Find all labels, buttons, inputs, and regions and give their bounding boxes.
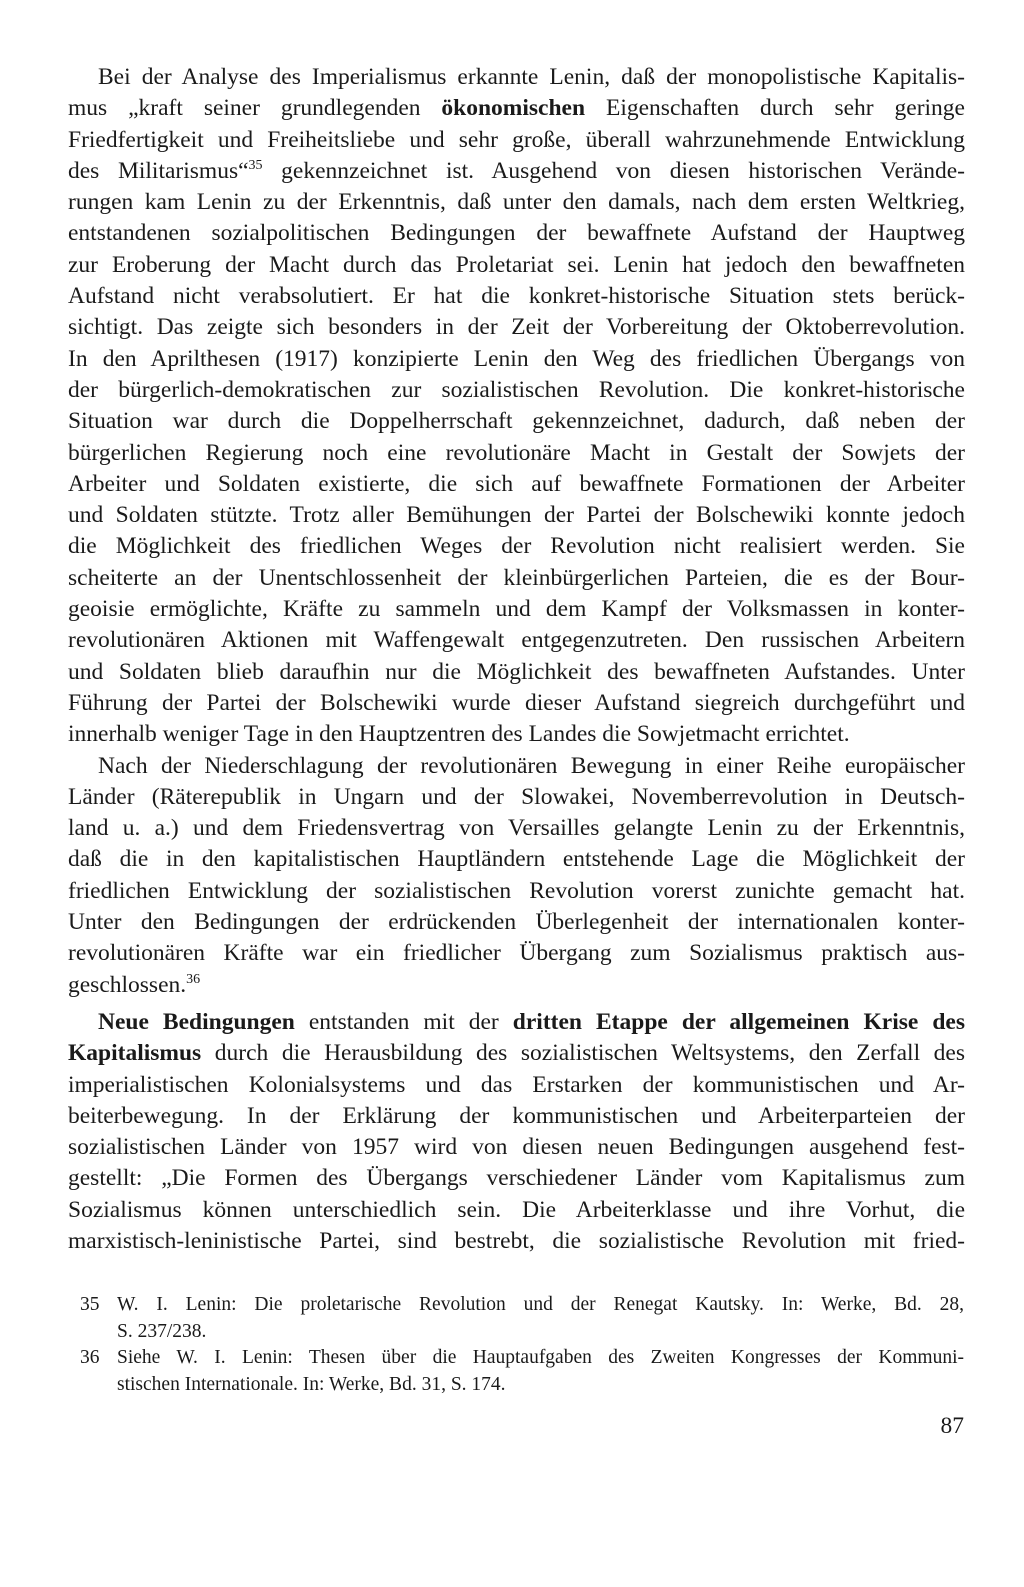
text-line: friedlichen Entwicklung der sozialistischen Revolution vorerst zunichte gemacht hat. [68, 877, 965, 904]
text-line: geoisie ermöglichte, Kräfte zu sammeln und dem Kampf der Volksmassen in konter- [68, 596, 965, 623]
footnote-35 [80, 1292, 964, 1345]
text-line: marxistisch-leninistische Partei, sind bestrebt, die sozialistische Revolution mit fried- [68, 1227, 965, 1254]
text-line: Führung der Partei der Bolschewiki wurde dieser Aufstand siegreich durchgeführt und [68, 689, 965, 716]
text-line: geschlossen.$^{36}$ [68, 971, 201, 998]
text-line: land u. a.) und dem Friedensvertrag von Versailles gelangte Lenin zu der Erkenntnis, [68, 815, 965, 842]
text-line: Unter den Bedingungen der erdrückenden Überlegenheit der internationalen konter- [68, 909, 965, 936]
text-line: Neue Bedingungen entstanden mit der dritten Etappe der allgemeinen Krise des [98, 1008, 965, 1035]
footnote-ref-36: 36 [186, 971, 201, 987]
footnote-36 [80, 1345, 964, 1398]
text-line: die Möglichkeit des friedlichen Weges der Revolution nicht realisiert werden. Sie [68, 533, 965, 560]
text-line: gestellt: „Die Formen des Übergangs verschiedener Länder vom Kapitalismus zum [68, 1165, 965, 1192]
text-line: Kapitalismus durch die Herausbildung des sozialistischen Weltsystems, den Zerfall des [68, 1040, 965, 1067]
text-line: sichtigt. Das zeigte sich besonders in der Zeit der Vorbereitung der Oktoberrevolution. [68, 314, 965, 341]
text-line: der bürgerlich-demokratischen zur sozialistischen Revolution. Die konkret-historische [68, 376, 965, 403]
text-line: revolutionären Aktionen mit Waffengewalt entgegenzutreten. Den russischen Arbeitern [68, 627, 965, 654]
footnote-number: 35 [80, 1294, 100, 1315]
text-line: mus „kraft seiner grundlegenden ökonomischen Eigenschaften durch sehr geringe [68, 95, 965, 122]
footnote-line: 36 Siehe W. I. Lenin: Thesen über die Hauptaufgaben des Zweiten Kongresses der Kommuni- [80, 1345, 964, 1372]
text-line: innerhalb weniger Tage in den Hauptzentren des Landes die Sowjetmacht errichtet. [68, 721, 850, 748]
emphasis: ökonomischen [441, 95, 586, 122]
footnote-line: stischen Internationale. In: Werke, Bd. 31, S. 174. [117, 1373, 506, 1395]
text-line: Länder (Räterepublik in Ungarn und der Slowakei, Novemberrevolution in Deutsch- [68, 783, 965, 810]
text-line: bürgerlichen Regierung noch eine revolutionäre Macht in Gestalt der Sowjets der [68, 439, 965, 466]
text-line: beiterbewegung. In der Erklärung der kommunistischen und Arbeiterparteien der [68, 1102, 965, 1129]
footnote-line: S. 237/238. [117, 1320, 207, 1342]
text-line: und Soldaten stützte. Trotz aller Bemühungen der Partei der Bolschewiki konnte jedoch [68, 502, 965, 529]
text-line: scheiterte an der Unentschlossenheit der kleinbürgerlichen Parteien, die es der Bour- [68, 564, 965, 591]
text-line: revolutionären Kräfte war ein friedlicher Übergang zum Sozialismus praktisch aus- [68, 940, 965, 967]
footnote-ref-35: 35 [248, 157, 263, 173]
text-line: Arbeiter und Soldaten existierte, die sich auf bewaffnete Formationen der Arbeiter [68, 470, 965, 497]
text-line: Sozialismus können unterschiedlich sein. Die Arbeiterklasse und ihre Vorhut, die [68, 1196, 965, 1223]
emphasis: dritten Etappe der allgemeinen Krise des [512, 1008, 965, 1035]
footnote-line: 35 W. I. Lenin: Die proletarische Revolution und der Renegat Kautsky. In: Werke, Bd. 28, [80, 1292, 964, 1319]
text-line: Friedfertigkeit und Freiheitsliebe und sehr große, überall wahrzunehmende Entwicklung [68, 126, 965, 153]
text-line: entstandenen sozialpolitischen Bedingungen der bewaffnete Aufstand der Hauptweg [68, 220, 965, 247]
emphasis: Neue Bedingungen [98, 1008, 295, 1035]
emphasis: Kapitalismus [68, 1040, 202, 1067]
text-line: In den Aprilthesen (1917) konzipierte Lenin den Weg des friedlichen Übergangs von [68, 345, 965, 372]
footnotes [80, 1292, 964, 1398]
text-line: des Militarismus“$^{35}$ gekennzeichnet ist. Ausgehend von diesen historischen Verände- [68, 157, 965, 184]
text-line: imperialistischen Kolonialsystems und das Erstarken der kommunistischen und Ar- [68, 1071, 965, 1098]
text-line: Situation war durch die Doppelherrschaft gekennzeichnet, dadurch, daß neben der [68, 408, 965, 435]
text-line: Aufstand nicht verabsolutiert. Er hat die konkret-historische Situation stets berück- [68, 283, 965, 310]
text-line: und Soldaten blieb daraufhin nur die Möglichkeit des bewaffneten Aufstandes. Unter [68, 658, 965, 685]
footnote-number: 36 [80, 1347, 100, 1368]
main-text [68, 62, 965, 1257]
paragraph-2 [68, 751, 965, 1001]
text-line: sozialistischen Länder von 1957 wird von diesen neuen Bedingungen ausgehend fest- [68, 1134, 965, 1161]
text-line: zur Eroberung der Macht durch das Proletariat sei. Lenin hat jedoch den bewaffneten [68, 251, 965, 278]
page-number: 87 [940, 1413, 964, 1439]
text-line: rungen kam Lenin zu der Erkenntnis, daß unter den damals, nach dem ersten Weltkrieg, [68, 189, 965, 216]
text-line: Bei der Analyse des Imperialismus erkannte Lenin, daß der monopolistische Kapitalis- [98, 64, 965, 90]
text-line: Nach der Niederschlagung der revolutionären Bewegung in einer Reihe europäischer [98, 752, 965, 779]
paragraph-1 [68, 62, 965, 751]
text-line: daß die in den kapitalistischen Hauptländern entstehende Lage die Möglichkeit der [68, 846, 965, 873]
paragraph-3 [68, 1007, 965, 1257]
